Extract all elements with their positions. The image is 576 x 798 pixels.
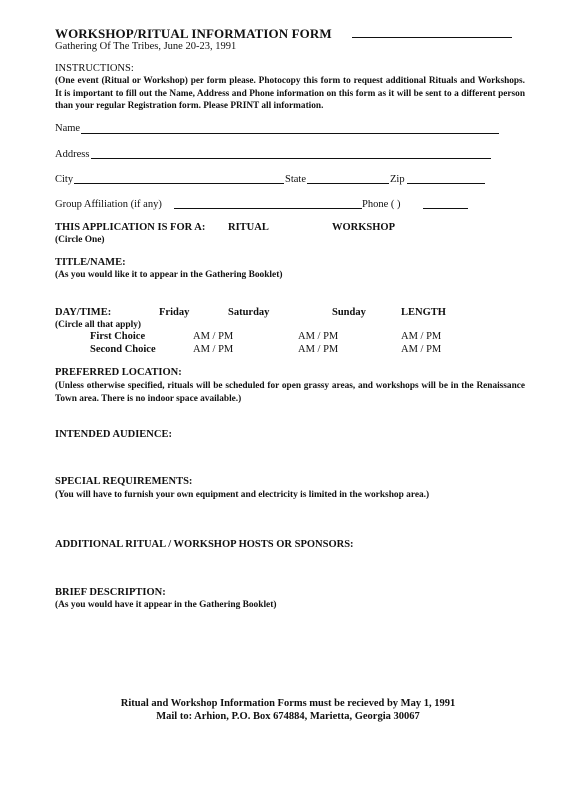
second-saturday-ampm[interactable]: AM / PM — [298, 344, 339, 355]
daytime-label: DAY/TIME: — [55, 307, 112, 318]
zip-field[interactable] — [407, 183, 485, 184]
first-choice-label: First Choice — [90, 331, 146, 342]
day-saturday[interactable]: Saturday — [228, 307, 270, 318]
second-friday-ampm[interactable]: AM / PM — [193, 344, 234, 355]
special-requirements-note: (You will have to furnish your own equipment and electricity is limited in the workshop area.) — [55, 490, 430, 500]
preferred-location-label: PREFERRED LOCATION: — [55, 367, 182, 378]
name-field[interactable] — [81, 133, 499, 134]
address-field[interactable] — [91, 158, 491, 159]
zip-label: Zip — [390, 174, 405, 185]
form-title: WORKSHOP/RITUAL INFORMATION FORM — [55, 26, 332, 41]
city-field[interactable] — [74, 183, 284, 184]
second-sunday-ampm[interactable]: AM / PM — [401, 344, 442, 355]
brief-description-note: (As you would have it appear in the Gathering Booklet) — [55, 600, 277, 610]
title-name-note: (As you would like it to appear in the Gathering Booklet) — [55, 270, 283, 280]
brief-description-label: BRIEF DESCRIPTION: — [55, 587, 166, 598]
circle-one-note: (Circle One) — [55, 235, 105, 245]
preferred-location-note: (Unless otherwise specified, rituals will be scheduled for open grassy areas, and workshops will be in the Renaissance Town area. There is no indoor space available.) — [55, 381, 525, 404]
state-label: State — [285, 174, 306, 185]
form-subtitle: Gathering Of The Tribes, June 20-23, 1991 — [55, 41, 237, 52]
instructions-heading: INSTRUCTIONS: — [55, 63, 134, 74]
day-friday[interactable]: Friday — [159, 307, 190, 318]
city-label: City — [55, 174, 74, 185]
daytime-note: (Circle all that apply) — [55, 320, 142, 330]
address-label: Address — [55, 149, 90, 160]
workshop-option[interactable]: WORKSHOP — [332, 222, 396, 233]
mailing-address: Mail to: Arhion, P.O. Box 674884, Marietta, Georgia 30067 — [156, 711, 420, 722]
special-requirements-label: SPECIAL REQUIREMENTS: — [55, 476, 193, 487]
ritual-option[interactable]: RITUAL — [228, 222, 269, 233]
group-affiliation-field[interactable] — [174, 208, 362, 209]
first-friday-ampm[interactable]: AM / PM — [193, 331, 234, 342]
length-header: LENGTH — [401, 307, 446, 318]
state-field[interactable] — [307, 183, 389, 184]
second-choice-label: Second Choice — [90, 344, 156, 355]
title-blank-line[interactable] — [352, 37, 512, 38]
title-name-label: TITLE/NAME: — [55, 257, 126, 268]
hosts-sponsors-label: ADDITIONAL RITUAL / WORKSHOP HOSTS OR SPONSORS: — [55, 539, 354, 550]
deadline-note: Ritual and Workshop Information Forms must be recieved by May 1, 1991 — [120, 698, 456, 709]
application-type-label: THIS APPLICATION IS FOR A: — [55, 222, 206, 233]
day-sunday[interactable]: Sunday — [332, 307, 366, 318]
name-label: Name — [55, 123, 81, 134]
phone-label: Phone ( ) — [362, 199, 401, 210]
instructions-body: (One event (Ritual or Workshop) per form please. Photocopy this form to request additional Rituals and Workshops. It is important to fill out the Name, Address and Phone information on this form as it will be sent to a different person than your regular Registration form. Please PRINT all information. — [55, 76, 525, 112]
intended-audience-label: INTENDED AUDIENCE: — [55, 429, 172, 440]
group-affiliation-label: Group Affiliation (if any) — [55, 199, 162, 210]
first-saturday-ampm[interactable]: AM / PM — [298, 331, 339, 342]
phone-field[interactable] — [423, 208, 468, 209]
first-sunday-ampm[interactable]: AM / PM — [401, 331, 442, 342]
